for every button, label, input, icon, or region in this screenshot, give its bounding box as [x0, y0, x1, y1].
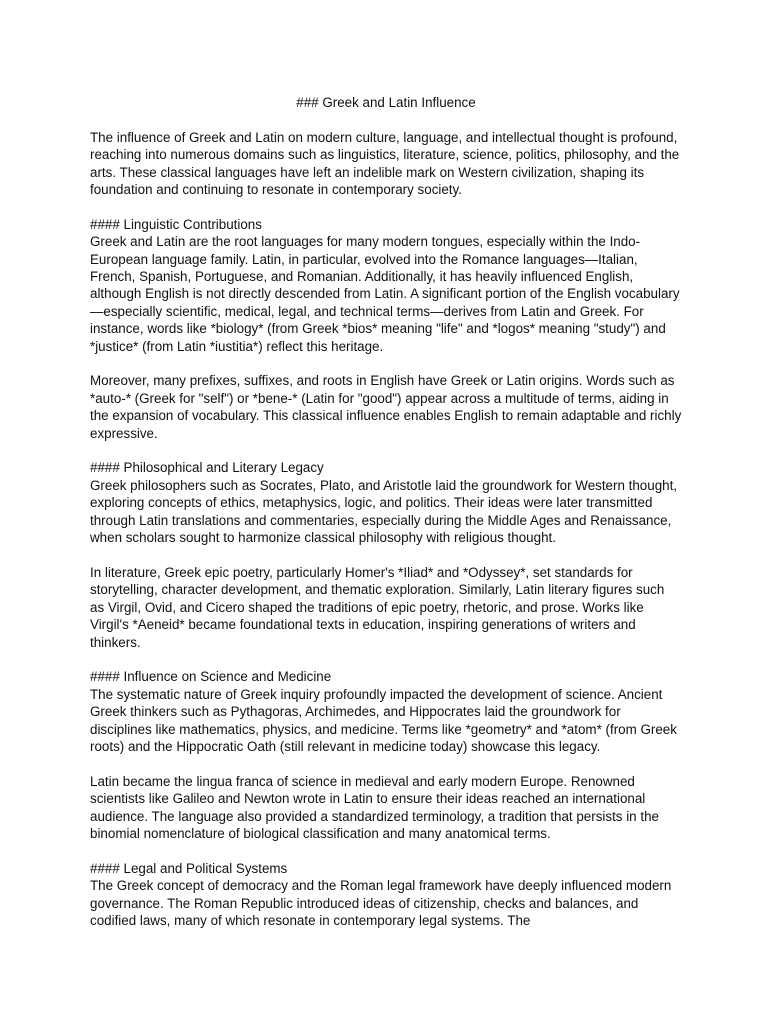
spacer	[90, 355, 682, 372]
section-paragraph: Moreover, many prefixes, suffixes, and roots in English have Greek or Latin origins. Words such as *auto-* (Greek for "self") or *bene-* (Latin for "good") appear across a multitude of terms, aiding in the expansion of vocabulary. This classical influence enables English to remain adaptable and richly expressive.	[90, 373, 682, 441]
section-paragraph: In literature, Greek epic poetry, particularly Homer's *Iliad* and *Odyssey*, set standards for storytelling, character development, and thematic exploration. Similarly, Latin literary figures such as Virgil, Ovid, and Cicero shaped the traditions of epic poetry, rhetoric, and prose. Works like Virgil's *Aeneid* became foundational texts in education, inspiring generations of writers and thinkers.	[90, 564, 665, 650]
spacer	[90, 651, 682, 668]
spacer	[90, 755, 682, 772]
section-paragraph: Greek philosophers such as Socrates, Plato, and Aristotle laid the groundwork for Western thought, exploring concepts of ethics, metaphysics, logic, and politics. Their ideas were later transmitted through Latin translations and commentaries, especially during the Middle Ages and Renaissance, when scholars sought to harmonize classical philosophy with religious thought.	[90, 477, 678, 546]
document-body	[90, 94, 682, 929]
section-paragraph: Greek and Latin are the root languages for many modern tongues, especially within the Indo-European language family. Latin, in particular, evolved into the Romance languages—Italian, French, Spanish, Portuguese, and Romanian. Additionally, it has heavily influenced English, although English is not directly descended from Latin. A significant portion of the English vocabulary—especially scientific, medical, legal, and technical terms—derives from Latin and Greek. For instance, words like *biology* (from Greek *bios* meaning "life" and *logos* meaning "study") and *justice* (from Latin *iustitia*) reflect this heritage.	[90, 234, 680, 354]
spacer	[90, 842, 682, 859]
section-paragraph: Latin became the lingua franca of science in medieval and early modern Europe. Renowned scientists like Galileo and Newton wrote in Latin to ensure their ideas reached an international audience. The language also provided a standardized terminology, a tradition that persists in the binomial nomenclature of biological classification and many anatomical terms.	[90, 773, 659, 841]
section-heading-linguistic: #### Linguistic Contributions	[90, 216, 262, 232]
spacer	[90, 442, 682, 459]
section-paragraph: The systematic nature of Greek inquiry profoundly impacted the development of science. Ancient Greek thinkers such as Pythagoras, Archimedes, and Hippocrates laid the groundwork for disciplines like mathematics, physics, and medicine. Terms like *geometry* and *atom* (from Greek roots) and the Hippocratic Oath (still relevant in medicine today) showcase this legacy.	[90, 686, 677, 754]
intro-paragraph: The influence of Greek and Latin on modern culture, language, and intellectual thought is profound, reaching into numerous domains such as linguistics, literature, science, politics, philosophy, and the arts. These classical languages have left an indelible mark on Western civilization, shaping its foundation and continuing to resonate in contemporary society.	[90, 129, 680, 198]
section-paragraph: The Greek concept of democracy and the Roman legal framework have deeply influenced modern governance. The Roman Republic introduced ideas of citizenship, checks and balances, and codified laws, many of which resonate in contemporary legal systems. The	[90, 878, 672, 928]
section-heading-legal: #### Legal and Political Systems	[90, 860, 288, 876]
section-heading-philosophical: #### Philosophical and Literary Legacy	[90, 460, 324, 476]
section-heading-science: #### Influence on Science and Medicine	[90, 669, 332, 685]
spacer	[90, 547, 682, 564]
document-title: ### Greek and Latin Influence	[296, 95, 476, 110]
spacer	[90, 198, 682, 215]
